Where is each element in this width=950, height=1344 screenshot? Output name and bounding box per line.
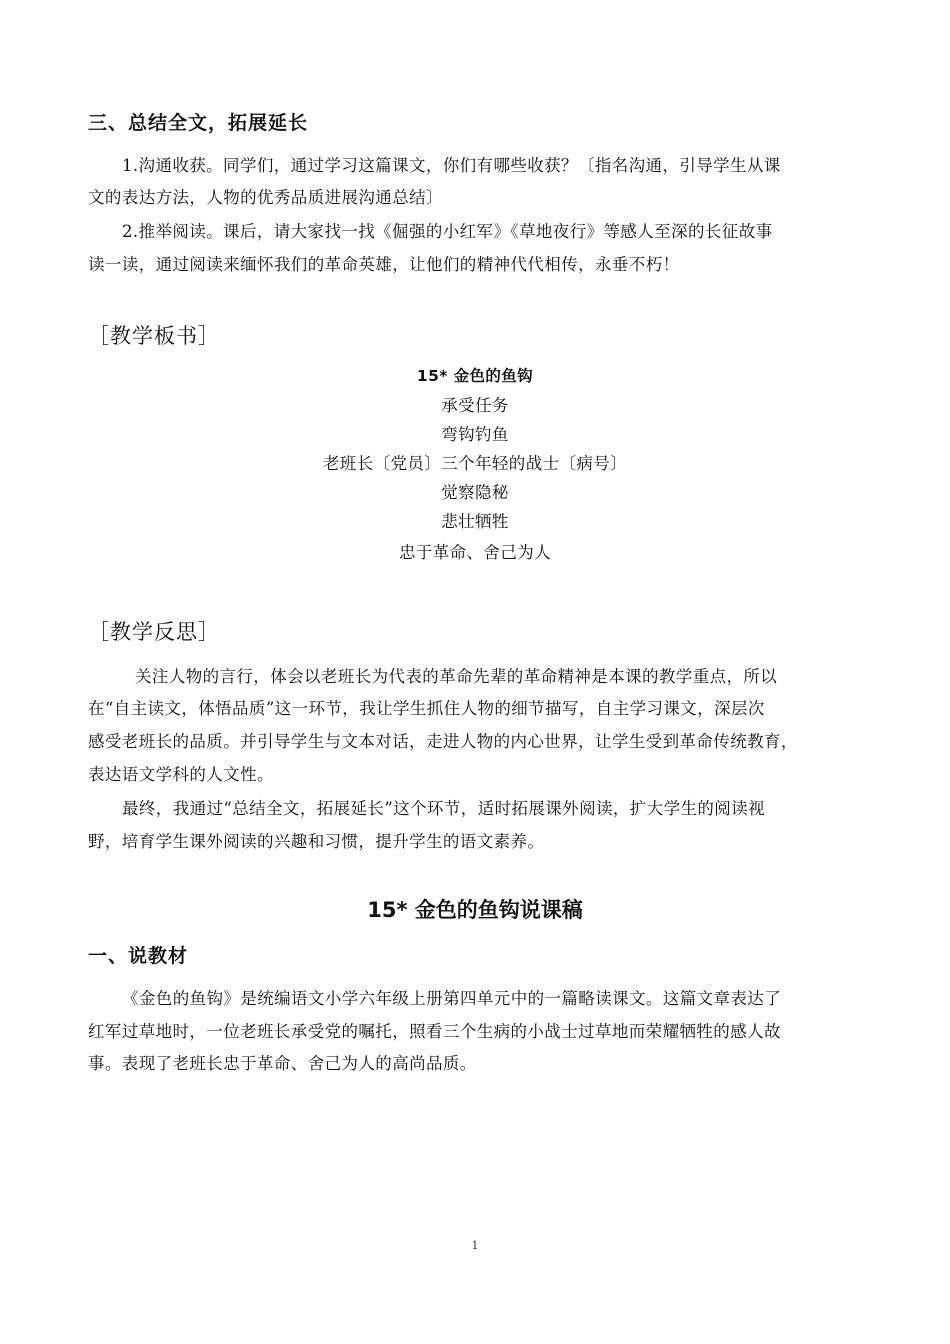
board-line-5: 悲壮牺牲 [441,512,509,531]
summary-item-1-line-2: 文的表达方法，人物的优秀品质进展沟通总结〕 [88,188,443,207]
board-line-4: 觉察隐秘 [441,483,509,502]
board-line-1: 承受任务 [441,396,509,415]
lecture-title: 15* 金色的鱼钩说课稿 [367,898,583,922]
board-line-3: 老班长〔党员〕三个年轻的战士〔病号〕 [322,454,628,473]
reflection-p2-line-2: 野，培育学生课外阅读的兴趣和习惯，提升学生的语文素养。 [88,832,545,851]
summary-item-2-line-1: 2.推举阅读。课后，请大家找一找《倔强的小红军》《草地夜行》等感人至深的长征故事 [122,222,773,241]
reflection-heading: ［教学反思］ [88,620,220,644]
summary-item-2-line-2: 读一读，通过阅读来缅怀我们的革命英雄，让他们的精神代代相传，永垂不朽！ [88,255,680,274]
lecture-p-line-1: 《金色的鱼钩》是统编语文小学六年级上册第四单元中的一篇略读课文。这篇文章表达了 [122,989,782,1008]
lecture-p-line-3: 事。表现了老班长忠于革命、舍己为人的高尚品质。 [88,1054,477,1073]
board-heading: ［教学板书］ [88,324,220,348]
section-heading-summary: 三、总结全文，拓展延长 [88,112,309,134]
reflection-p1-line-4: 表达语文学科的人文性。 [88,765,274,784]
page-number: 1 [471,1239,479,1252]
reflection-p1-line-2: 在“自主读文，体悟品质”这一环节，我让学生抓住人物的细节描写，自主学习课文，深层次 [88,699,765,718]
reflection-p1-line-3: 感受老班长的品质。并引导学生与文本对话，走进人物的内心世界，让学生受到革命传统教育， [88,732,798,751]
summary-item-1-line-1: 1.沟通收获。同学们，通过学习这篇课文，你们有哪些收获？〔指名沟通，引导学生从课 [122,156,781,175]
reflection-p2-line-1: 最终，我通过“总结全文，拓展延长”这个环节，适时拓展课外阅读，扩大学生的阅读视 [122,799,765,818]
board-line-6: 忠于革命、舍己为人 [398,543,552,562]
reflection-p1-line-1: 关注人物的言行，体会以老班长为代表的革命先辈的革命精神是本课的教学重点，所以 [135,667,778,686]
lecture-p-line-2: 红军过草地时，一位老班长承受党的嘱托，照看三个生病的小战士过草地而荣耀牺牲的感人故 [88,1022,781,1041]
lecture-section-heading: 一、说教材 [88,945,189,967]
board-title: 15* 金色的鱼钩 [416,367,534,385]
board-line-2: 弯钩钓鱼 [441,425,509,444]
